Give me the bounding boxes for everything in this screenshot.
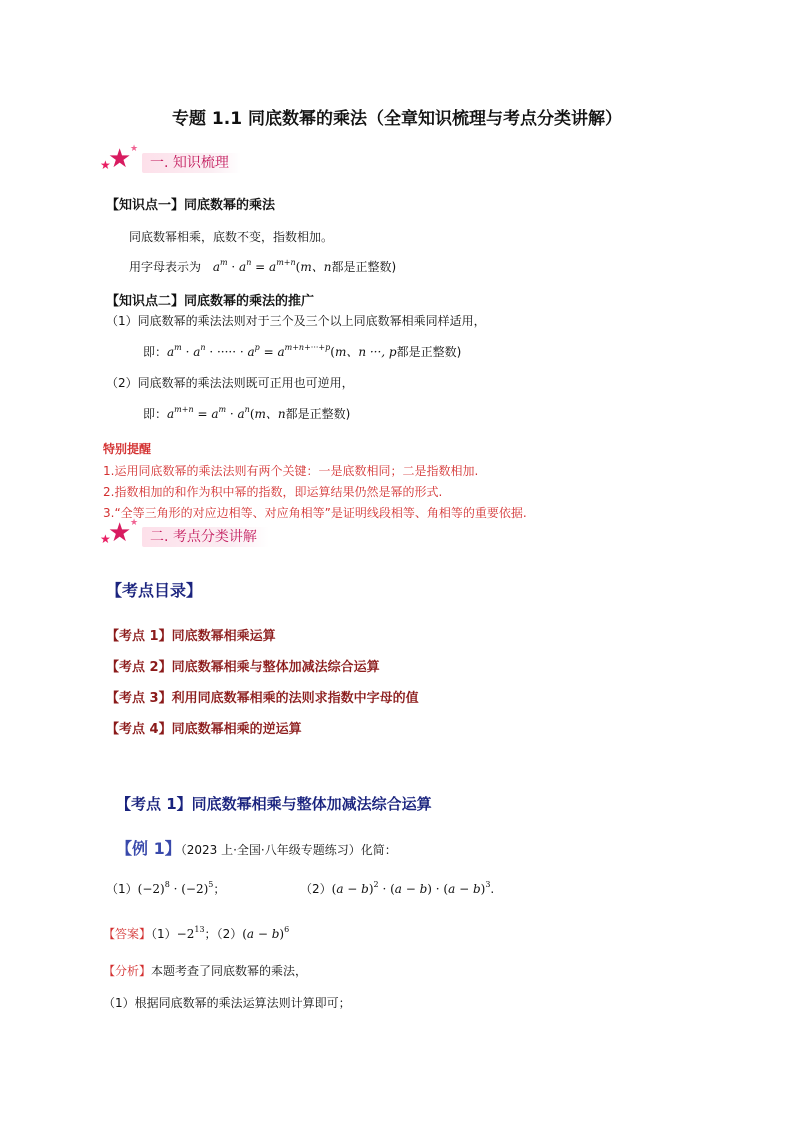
vars: m、n (254, 407, 286, 421)
q1-end: ； (213, 882, 226, 896)
analysis-line2: （1）根据同底数幂的乘法运算法则计算即可； (103, 996, 351, 1010)
analysis-label: 【分析】 (103, 964, 152, 978)
formula: $a^m \cdot a^n$ · ····· · $a^p = a^{m+n+\cdot\cdot\cdot+p}$( (167, 343, 335, 359)
star-icon: ★ (100, 158, 111, 172)
kp2-item1: （1）同底数幂的乘法法则对于三个及三个以上同底数幂相乘同样适用， (106, 314, 486, 328)
suffix: 都是正整数) (396, 345, 462, 359)
formula: $a^{m+n} = a^m \cdot a^n$( (167, 405, 255, 421)
kp2-item2: （2）同底数幂的乘法法则既可正用也可逆用， (106, 376, 354, 390)
formula-prefix: 即： (143, 345, 168, 359)
catalog-heading: 【考点目录】 (106, 581, 203, 600)
answer-line (103, 925, 289, 942)
q2-label: （2） (300, 882, 332, 896)
analysis-line (103, 962, 307, 979)
reminder-heading: 特别提醒 (103, 442, 152, 456)
page-title: 专题 1.1 同底数幂的乘法（全章知识梳理与考点分类讲解） (172, 109, 622, 129)
kp1-line2-prefix: 用字母表示为 (129, 260, 202, 274)
answer-sep: ； (204, 927, 217, 941)
formula: $(a - b)^2 \cdot (a - b) \cdot (a - b)^3$ (331, 880, 491, 896)
star-icon: ★ (108, 144, 132, 174)
q1-label: （1） (106, 882, 138, 896)
answer-label: 【答案】 (103, 927, 152, 941)
catalog-item[interactable]: 【考点 1】同底数幂相乘运算 (106, 629, 276, 644)
q2-end: . (490, 882, 495, 896)
section-banner-2 (100, 518, 288, 550)
example-source: （2023 上·全国·八年级专题练习）化简： (180, 843, 397, 857)
reminder-item: 1.运用同底数幂的乘法法则有两个关键：一是底数相同；二是指数相加. (103, 464, 479, 478)
kp1-heading: 【知识点一】同底数幂的乘法 (106, 198, 276, 213)
example1-header (116, 836, 397, 859)
example1-q1 (106, 880, 225, 897)
vars: m、n ···, p (334, 345, 397, 359)
star-icon: ★ (108, 518, 132, 548)
example-label: 【例 1】 (116, 839, 181, 858)
section-label: 一. 知识梳理 (142, 153, 241, 173)
catalog-item[interactable]: 【考点 3】利用同底数幂相乘的法则求指数中字母的值 (106, 691, 419, 706)
star-icon: ★ (130, 144, 139, 154)
formula: $a^m \cdot a^n = a^{m+n}$( (212, 258, 301, 274)
formula-prefix: 即： (143, 407, 168, 421)
catalog-item[interactable]: 【考点 2】同底数幂相乘与整体加减法综合运算 (106, 660, 380, 675)
suffix: 都是正整数) (285, 407, 351, 421)
section-banner-1 (100, 144, 268, 176)
reminder-item: 2.指数相加的和作为积中幂的指数，即运算结果仍然是幂的形式. (103, 485, 443, 499)
formula: $(-2)^8 \cdot (-2)^5$ (137, 880, 214, 896)
reminder-item: 3.“全等三角形的对应边相等、对应角相等”是证明线段相等、角相等的重要依据. (103, 506, 527, 520)
kp1-line2-suffix: 都是正整数) (331, 260, 397, 274)
kp2-heading: 【知识点二】同底数幂的乘法的推广 (106, 294, 315, 309)
catalog-item[interactable]: 【考点 4】同底数幂相乘的逆运算 (106, 722, 302, 737)
answer-part1: （1） (151, 927, 177, 941)
star-icon: ★ (100, 532, 111, 546)
kp1-line2 (129, 258, 396, 275)
kp1-line1: 同底数幂相乘，底数不变，指数相加。 (129, 230, 334, 244)
example1-q2 (300, 880, 494, 897)
kp2-item1-formula (143, 343, 461, 360)
formula: $-2^{13}$ (176, 925, 205, 941)
kp2-item2-formula (143, 405, 350, 422)
answer-part2: （2） (216, 927, 243, 941)
formula: $(a - b)^6$ (242, 925, 290, 941)
analysis-text: 本题考查了同底数幂的乘法， (151, 964, 308, 978)
star-icon: ★ (130, 518, 139, 528)
point1-heading: 【考点 1】同底数幂相乘与整体加减法综合运算 (116, 795, 432, 813)
vars: m、n (300, 260, 332, 274)
section-label: 二. 考点分类讲解 (142, 527, 269, 547)
